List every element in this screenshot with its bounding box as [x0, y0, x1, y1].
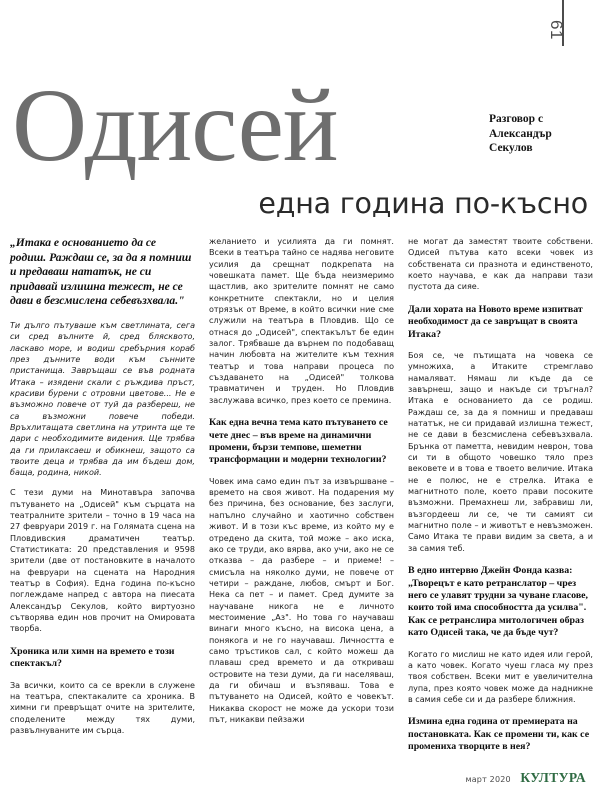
article-byline: Разговор с Александър Секулов — [489, 113, 552, 154]
paragraph: Боя се, че пътищата на човека се умножиха, а Итаките стремглаво намаляват. Нямаш ли къде да се завърнеш, защо и накъде си тръгнал? Итака е основанието да се родиш. Раждаш се, за да я помниш и предаваш нататък, не си придавай излишна тежест, не се дави в безсмислена себевъзхвала. Брънка от паметта, невидим неврон, това си ти в общото човешко тяло през вековете и в това е твоето величие. Итака не е полюс, не е стрелка. Итака е магнитното поле, което прави посоките възможни. Премахнеш ли, забравиш ли, възгордееш ли се, че ти самият си магнитно поле – и животът е невъзможен. Само Итака те прави видим за света, а и за самия теб. — [408, 350, 593, 553]
publication-name: КУЛТУРА — [520, 770, 586, 785]
paragraph: Когато го мислиш не като идея или герой, а като човек. Когато чуеш гласа му през твоя собствен. Всеки мит е увеличителна лупа, през която човек може да надникне в самия себе си и да разбере ближния. — [408, 649, 593, 704]
column-3 — [408, 236, 593, 766]
interview-question: Дали хората на Новото време изпитват необходимост да се завръщат в своята Итака? — [408, 303, 583, 340]
page-number: 61 — [547, 20, 566, 40]
page-folio-rail — [547, 0, 592, 70]
interview-question: Хроника или химн на времето е този спектакъл? — [10, 645, 175, 670]
interview-question: В едно интервю Джейн Фонда казва: „Творецът е като ретранслатор – чрез него се улавят трудни за чуване гласове, които той има способността да усилва". Как се ретранслира митологичен образ като Одисей така, че да бъде чут? — [408, 565, 589, 639]
interview-question: Измина една година от премиерата на постановката. Как се промени ти, как се промениха творците в нея? — [408, 716, 590, 753]
paragraph: С тези думи на Минотавъра започва пътуването на „Одисей" към сърцата на театралните зрители – точно в 19 часа на 27 февруари 2019 г. на Голямата сцена на Пловдивския драматичен театър. Статистиката: 20 представления и 9598 зрители (две от постановките в началото на февруари на сцената на Народния театър в София). Една година по-късно поглеждаме напред с автора на пиесата Александър Секулов, който виртуозно сътворява един нов прочит на Омировата творба. — [10, 488, 195, 634]
article-body — [10, 236, 592, 766]
article-subtitle: една година по-късно — [258, 187, 588, 220]
column-2 — [209, 236, 394, 766]
pull-quote: „Итака е основанието да се родиш. Раждаш се, за да я помниш и предаваш нататък, не си придавай излишна тежест, не се дави в безсмислена себевъзхвала." — [10, 236, 192, 308]
column-1 — [10, 236, 195, 766]
issue-date: март 2020 — [465, 775, 511, 784]
interview-question: Как една вечна тема като пътуването се чете днес – във време на динамични промени, бързи темпове, шеметни трансформации и модерни технологии? — [209, 417, 388, 466]
article-masthead — [12, 68, 588, 221]
page-footer — [0, 769, 586, 787]
intro-paragraph: Ти дълго пътуваше към светлината, сега си сред вълните й, сред блясквото, ласкаво море, и водиш сребърния кораб през дънните води към сънните пристанища. Завръщаш се във родната Итака – изядени скали с ръждива пръст, красиви бурени с отровни цветове... Не е възможно повече от туй да разбереш, не са възможни повече победи. Връхлитащата светлина на утринта ще те дари с необходимите видения. Ще трябва да ги прилаксаеш и обикнеш, защото са твоите деца и трябва да им бъдеш дом, баща, родина, никой. — [10, 320, 195, 478]
paragraph: Човек има само един път за извършване – времето на своя живот. На подарения му без причина, без основание, без заслуги, напълно случайно и хаотично собствен живот. И в този къс време, из който му е отредено да скита, той може – ако иска, ако се труди, ако вярва, ако учи, ако не се отказва – да разбере – и приеме! – смисъла на няколко думи, не повече от четири – раждане, любов, смърт и Бог. Нека са пет – и памет. Сред думите за научаване никога не е личното местоимение „Аз". Но това го научаваш винаги много късно, на висока цена, а понякога и не го научаваш. Личността е само тръстиков сал, с който можеш да плаваш сред времето и да откриваш островите на тези думи, да ги населяваш, да ги обичаш и възпяваш. Това е пътуването на Одисей, който е човекът. Никаква скорост не може да ускори този път, никакви пейзажи — [209, 476, 394, 724]
paragraph: не могат да заместят твоите собствени. Одисей пътува като всеки човек из собствената си празнота и единственото, което научава, е как да направи тази пустота да сияе. — [408, 237, 593, 292]
article-title: Одисей — [12, 68, 338, 183]
paragraph: За всички, които са се врекли в служене на театъра, спектакалите са хроника. В химни ги превръщат очите на зрителите, споделените между тях думи, развълнуваните им сърца. — [10, 680, 195, 735]
paragraph: желанието и усилията да ги помнят. Всеки в театъра тайно се надява неговите усилия да срещнат подкрепата на човешката памет. Ще бъда неизмеримо щастлив, ако зрителите помнят не само конкретните спектакли, но и целия отрязък от Време, в който всички ние сме служили на театъра в Пловдив. Що се отнася до „Одисей", спектакълът бе един залог. Трябваше да върнем по подобаващ начин любовта на жителите към техния театър и това направи процеса по създаването на „Одисей" толкова травматичен и труден. Но Пловдив заслужава всичко, през което се премина. — [209, 237, 394, 405]
